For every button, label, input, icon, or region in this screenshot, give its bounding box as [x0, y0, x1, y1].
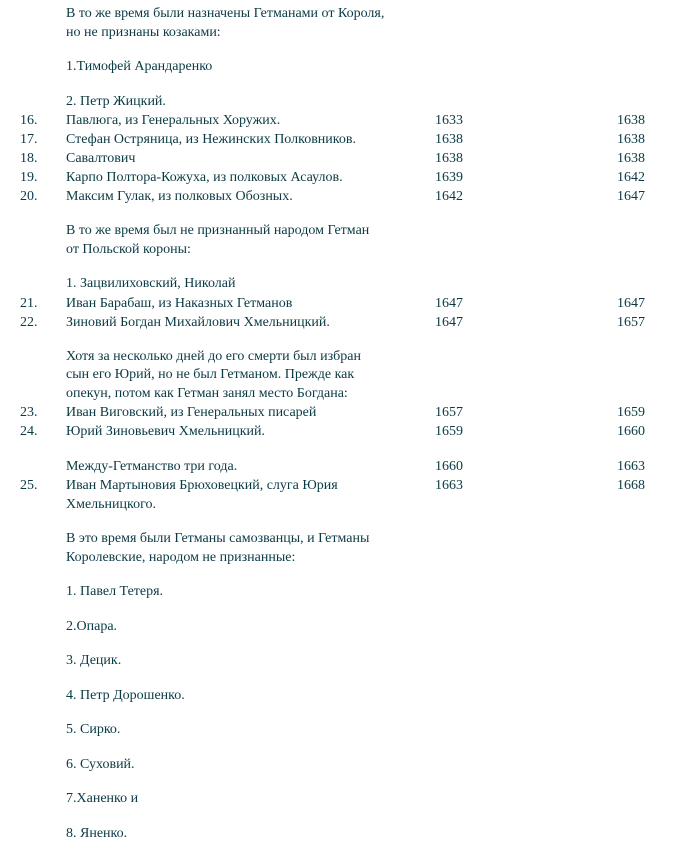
row-number: 16.	[20, 113, 38, 128]
hetman-name: Павлюга, из Генеральных Хоружих.	[66, 113, 281, 128]
row-number: 21.	[20, 295, 38, 311]
year-from: 1647	[435, 314, 463, 330]
hetman-name: Стефан Остряница, из Нежинских Полковников.	[66, 132, 356, 147]
row-number: 18.	[20, 151, 38, 166]
hetman-table-2	[0, 294, 678, 332]
row-number: 17.	[20, 132, 38, 147]
year-to: 1642	[617, 170, 645, 185]
table-row	[0, 403, 678, 422]
year-to: 1647	[617, 189, 645, 204]
year-from: 1659	[435, 424, 463, 439]
row-number: 19.	[20, 170, 38, 185]
table-row	[0, 294, 678, 313]
table-row	[0, 476, 678, 514]
list-item: 8. Яненко.	[66, 825, 128, 841]
year-to: 1638	[617, 132, 645, 147]
year-from: 1642	[435, 189, 463, 204]
year-to: 1638	[617, 151, 645, 166]
table-row	[0, 422, 678, 441]
list-item: 7.Ханенко и	[66, 791, 139, 806]
hetman-name: Иван Мартыновия Брюховецкий, слуга Юрия Хмельницкого.	[66, 478, 338, 512]
interregnum-label: Между-Гетманство три года.	[66, 459, 238, 474]
table-row	[0, 149, 678, 168]
interregnum-row	[0, 457, 678, 476]
year-to: 1638	[617, 113, 645, 128]
table-row	[0, 130, 678, 149]
impostor-list	[0, 567, 678, 843]
intro-paragraph: В то же время были назначены Гетманами от Короля, но не признаны козаками:	[66, 6, 385, 40]
hetman-name: Карпо Полтора-Кожуха, из полковых Асаулов.	[66, 170, 343, 185]
section-3-paragraph: Хотя за несколько дней до его смерти был избран сын его Юрий, но не был Гетманом. Прежде как опекун, потом как Гетман занял место Богдана:	[66, 348, 361, 401]
year-to: 1668	[617, 478, 645, 493]
list-item: 3. Децик.	[66, 653, 122, 668]
year-from: 1647	[435, 295, 463, 311]
row-number: 25.	[20, 478, 38, 493]
year-from: 1638	[435, 132, 463, 147]
row-number: 23.	[20, 405, 38, 420]
table-row	[0, 168, 678, 187]
table-row	[0, 187, 678, 206]
hetman-name: Юрий Зиновьевич Хмельницкий.	[66, 424, 266, 439]
hetman-name: Зиновий Богдан Михайлович Хмельницкий.	[66, 314, 330, 330]
hetman-name: Иван Барабаш, из Наказных Гетманов	[66, 295, 293, 311]
year-from: 1657	[435, 405, 463, 420]
list-item: 2.Опара.	[66, 618, 118, 634]
year-to: 1657	[617, 314, 645, 330]
year-to: 1660	[617, 424, 645, 439]
section-2-paragraph: В то же время был не признанный народом Гетман от Польской короны:	[66, 223, 370, 257]
section-2-item-1: 1. Зацвилиховский, Николай	[66, 276, 236, 291]
year-from: 1639	[435, 170, 463, 185]
row-number: 22.	[20, 314, 38, 330]
year-to: 1647	[617, 295, 645, 311]
table-row	[0, 111, 678, 130]
intro-item-1: 1.Тимофей Арандаренко	[66, 59, 213, 74]
year-from: 1638	[435, 151, 463, 166]
hetman-name: Савалтович	[66, 151, 136, 166]
hetman-table-1	[0, 111, 678, 206]
row-number: 20.	[20, 189, 38, 204]
intro-item-2: 2. Петр Жицкий.	[66, 93, 166, 109]
year-to: 1659	[617, 405, 645, 420]
year-from: 1663	[435, 478, 463, 493]
table-row	[0, 313, 678, 332]
list-item: 5. Сирко.	[66, 722, 121, 737]
hetman-name: Максим Гулак, из полковых Обозных.	[66, 189, 293, 204]
hetman-table-3	[0, 403, 678, 441]
row-number: 24.	[20, 424, 38, 439]
year-to: 1663	[617, 459, 645, 474]
list-item: 1. Павел Тетеря.	[66, 584, 164, 599]
hetman-name: Иван Виговский, из Генеральных писарей	[66, 405, 317, 420]
year-from: 1660	[435, 459, 463, 474]
list-item: 6. Суховий.	[66, 756, 135, 772]
year-from: 1633	[435, 113, 463, 128]
section-4-paragraph: В это время были Гетманы самозванцы, и Гетманы Королевские, народом не признанные:	[66, 531, 370, 565]
list-item: 4. Петр Дорошенко.	[66, 687, 185, 703]
